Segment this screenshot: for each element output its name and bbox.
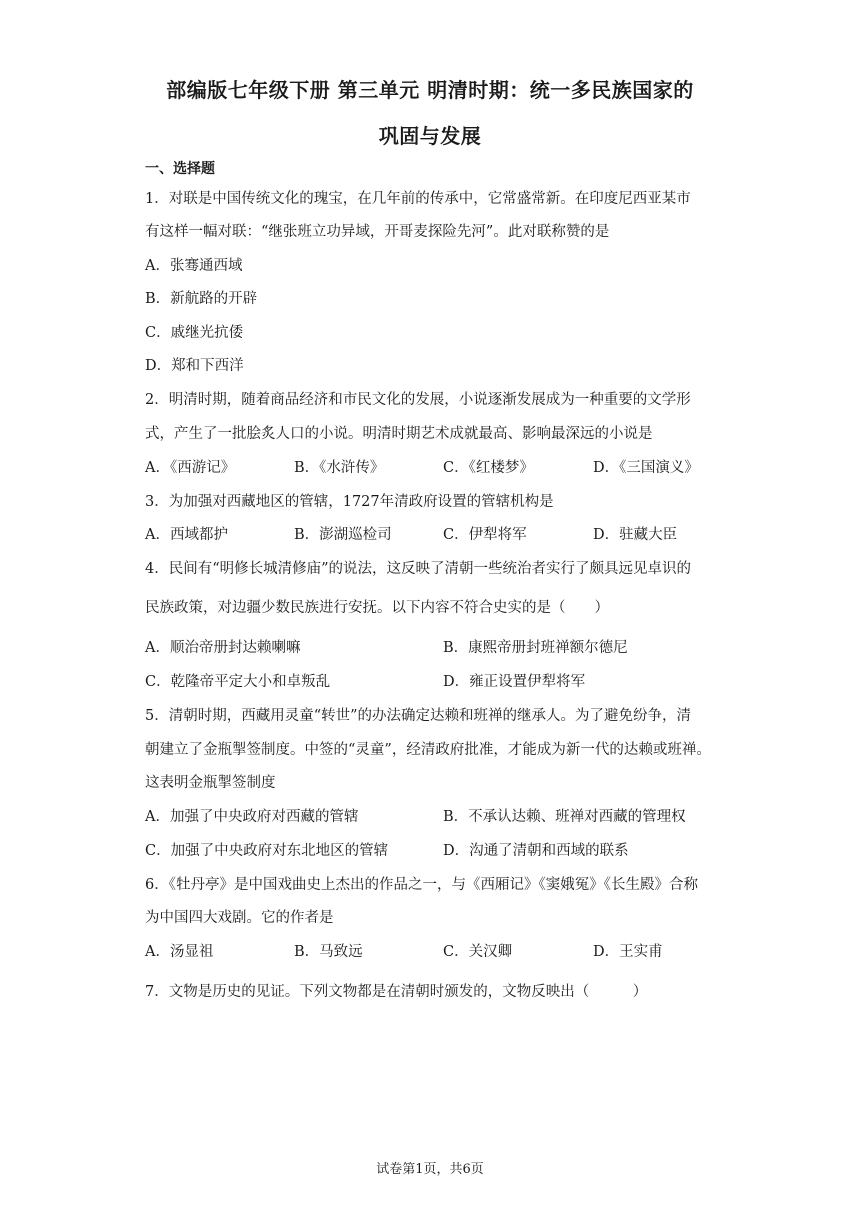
question-1-option-b: B．新航路的开辟 — [145, 291, 258, 307]
question-4-line-1: 4．民间有“明修长城清修庙”的说法，这反映了清朝一些统治者实行了颇具远见卓识的 — [145, 561, 692, 577]
question-1-option-d: D．郑和下西洋 — [145, 358, 244, 374]
page-footer: 试卷第1页，共6页 — [376, 1162, 484, 1177]
question-6-option-d: D．王实甫 — [593, 944, 663, 960]
question-1-line-1: 1．对联是中国传统文化的瑰宝，在几年前的传承中，它常盛常新。在印度尼西亚某市 — [145, 191, 691, 207]
question-3-option-c: C．伊犁将军 — [443, 527, 527, 543]
question-2-option-b: B．《水浒传》 — [294, 460, 385, 476]
question-4-option-a: A．顺治帝册封达赖喇嘛 — [145, 640, 301, 656]
question-4-option-c: C．乾隆帝平定大小和卓叛乱 — [145, 674, 331, 690]
section-heading: 一、选择题 — [145, 161, 215, 177]
question-1-line-2: 有这样一幅对联：“继张班立功异域，开哥麦探险先河”。此对联称赞的是 — [145, 224, 610, 240]
question-2-line-2: 式，产生了一批脍炙人口的小说。明清时期艺术成就最高、影响最深远的小说是 — [145, 426, 653, 442]
question-6-line-2: 为中国四大戏剧。它的作者是 — [145, 910, 334, 926]
question-3-option-a: A．西域都护 — [145, 527, 228, 543]
question-4-option-d: D．雍正设置伊犁将军 — [443, 674, 586, 690]
question-2-option-c: C．《红楼梦》 — [443, 460, 534, 476]
question-5-option-c: C．加强了中央政府对东北地区的管辖 — [145, 843, 389, 859]
question-5-line-2: 朝建立了金瓶掣签制度。中签的“灵童”，经清政府批准，才能成为新一代的达赖或班禅。 — [145, 742, 711, 758]
question-3-option-d: D．驻藏大臣 — [593, 527, 678, 543]
question-5-line-1: 5．清朝时期，西藏用灵童“转世”的办法确定达赖和班禅的继承人。为了避免纷争，清 — [145, 708, 692, 724]
question-5-option-b: B．不承认达赖、班禅对西藏的管理权 — [443, 809, 686, 825]
question-1-option-a: A．张骞通西域 — [145, 258, 243, 274]
question-5-option-a: A．加强了中央政府对西藏的管辖 — [145, 809, 359, 825]
page-title-line1: 部编版七年级下册 第三单元 明清时期：统一多民族国家的 — [166, 78, 694, 102]
question-6-option-b: B．马致远 — [294, 944, 363, 960]
question-4-option-b: B．康熙帝册封班禅额尔德尼 — [443, 640, 628, 656]
question-7-line-1: 7．文物是历史的见证。下列文物都是在清朝时颁发的，文物反映出（ ） — [145, 984, 648, 1000]
question-2-option-d: D．《三国演义》 — [593, 460, 699, 476]
question-5-option-d: D．沟通了清朝和西域的联系 — [443, 843, 629, 859]
question-6-line-1: 6．《牡丹亭》是中国戏曲史上杰出的作品之一，与《西厢记》《窦娥冤》《长生殿》合称 — [145, 877, 698, 893]
question-6-option-c: C．关汉卿 — [443, 944, 513, 960]
question-3-option-b: B．澎湖巡检司 — [294, 527, 392, 543]
question-5-line-3: 这表明金瓶掣签制度 — [145, 775, 276, 791]
page-title-line2: 巩固与发展 — [378, 124, 482, 148]
question-6-option-a: A．汤显祖 — [145, 944, 214, 960]
question-4-line-2: 民族政策，对边疆少数民族进行安抚。以下内容不符合史实的是（ ） — [145, 600, 609, 616]
question-2-option-a: A．《西游记》 — [145, 460, 236, 476]
question-1-option-c: C．戚继光抗倭 — [145, 325, 244, 341]
question-3-line-1: 3．为加强对西藏地区的管辖，1727年清政府设置的管辖机构是 — [145, 494, 554, 510]
question-2-line-1: 2．明清时期，随着商品经济和市民文化的发展，小说逐渐发展成为一种重要的文学形 — [145, 392, 691, 408]
